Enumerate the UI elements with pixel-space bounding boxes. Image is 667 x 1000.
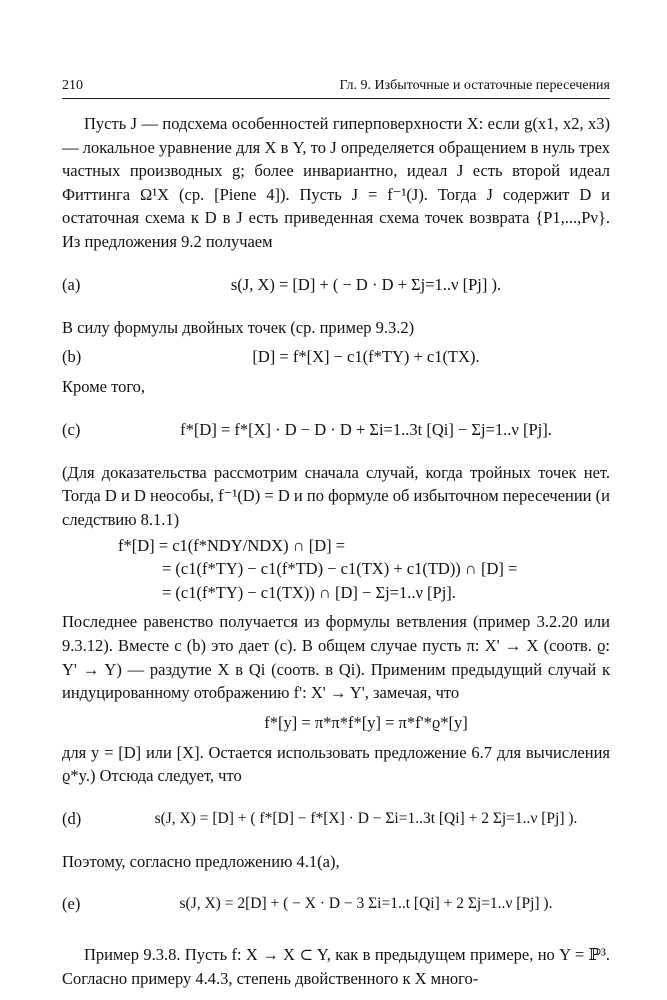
derivation-line-1: f*[D] = c1(f*NDY/NDX) ∩ [D] = bbox=[118, 535, 346, 555]
equation-d bbox=[62, 792, 610, 846]
equation-c-formula: f*[D] = f*[X] · D − D · D + Σi=1..3t [Qi] − Σj=1..ν [Pj]. bbox=[180, 419, 552, 439]
equation-b-formula: [D] = f*[X] − c1(f*TY) + c1(TX). bbox=[252, 347, 480, 367]
paragraph-7: Поэтому, согласно предложению 4.1(a), bbox=[62, 851, 340, 871]
paragraph-1: Пусть J — подсхема особенностей гиперповерхности X: если g(x1, x2, x3) — локальное уравнение для X в Y, то J определяется обращением в нуль трех частных производных g; более инвариантно, идеал J есть второй идеал Фиттинга Ω¹X (ср. [Piene 4]). Пусть J = f⁻¹(J). Тогда J содержит D и остаточная схема к D в J есть приведенная схема точек возврата {P1,...,Pν}. Из предложения 9.2 получаем bbox=[62, 114, 610, 251]
equation-b-label: (b) bbox=[62, 347, 82, 367]
paragraph-2: В силу формулы двойных точек (ср. пример 9.3.2) bbox=[62, 317, 415, 337]
equation-pullback bbox=[62, 709, 610, 737]
paragraph-6: для y = [D] или [X]. Остается использовать предложение 6.7 для вычисления ϱ*y.) Отсюда следует, что bbox=[62, 742, 610, 786]
equation-pullback-formula: f*[y] = π*π*f*[y] = π*f'*ϱ*[y] bbox=[264, 712, 468, 732]
example-9-3-8: Пример 9.3.8. Пусть f: X → X ⊂ Y, как в предыдущем примере, но Y = ℙ³. Согласно примеру 4.4.3, степень двойственного к X много- bbox=[62, 945, 610, 989]
equation-e-formula: s(J, X) = 2[D] + ( − X · D − 3 Σi=1..t [Qi] + 2 Σj=1..ν [Pj] ). bbox=[179, 895, 553, 913]
equation-c-label: (c) bbox=[62, 419, 81, 439]
paragraph-4: (Для доказательства рассмотрим сначала случай, когда тройных точек нет. Тогда D и D неособы, f⁻¹(D) = D и по формуле об избыточном пересечении (и следствию 8.1.1) bbox=[62, 462, 610, 529]
equation-a bbox=[62, 258, 610, 312]
derivation-line-3: = (c1(f*TY) − c1(TX)) ∩ [D] − Σj=1..ν [Pj]. bbox=[162, 582, 456, 602]
page-number: 210 bbox=[62, 78, 83, 93]
equation-e bbox=[62, 877, 610, 931]
running-title: Гл. 9. Избыточные и остаточные пересечения bbox=[339, 78, 610, 93]
header-rule bbox=[62, 98, 610, 99]
paragraph-5: Последнее равенство получается из формулы ветвления (пример 3.2.20 или 9.3.12). Вместе с (b) это дает (c). В общем случае пусть π: X' → X (соотв. ϱ: Y' → Y) — раздутие X в Qi (соотв. в Qi). Применим предыдущий случай к индуцированному отображению f': X' → Y', замечая, что bbox=[62, 612, 610, 703]
equation-d-label: (d) bbox=[62, 809, 82, 829]
derivation-line-2: = (c1(f*TY) − c1(f*TD) − c1(TX) + c1(TD)) ∩ [D] = bbox=[162, 559, 518, 579]
paragraph-3: Кроме того, bbox=[62, 377, 146, 397]
multiline-derivation bbox=[62, 534, 610, 605]
equation-a-label: (a) bbox=[62, 274, 81, 294]
page-body bbox=[62, 112, 610, 991]
equation-c bbox=[62, 403, 610, 457]
equation-e-label: (e) bbox=[62, 894, 81, 914]
equation-b bbox=[62, 343, 610, 371]
page-header bbox=[62, 78, 610, 100]
equation-d-formula: s(J, X) = [D] + ( f*[D] − f*[X] · D − Σi=1..3t [Qi] + 2 Σj=1..ν [Pj] ). bbox=[154, 810, 578, 828]
equation-a-formula: s(J, X) = [D] + ( − D · D + Σj=1..ν [Pj] ). bbox=[230, 274, 502, 294]
